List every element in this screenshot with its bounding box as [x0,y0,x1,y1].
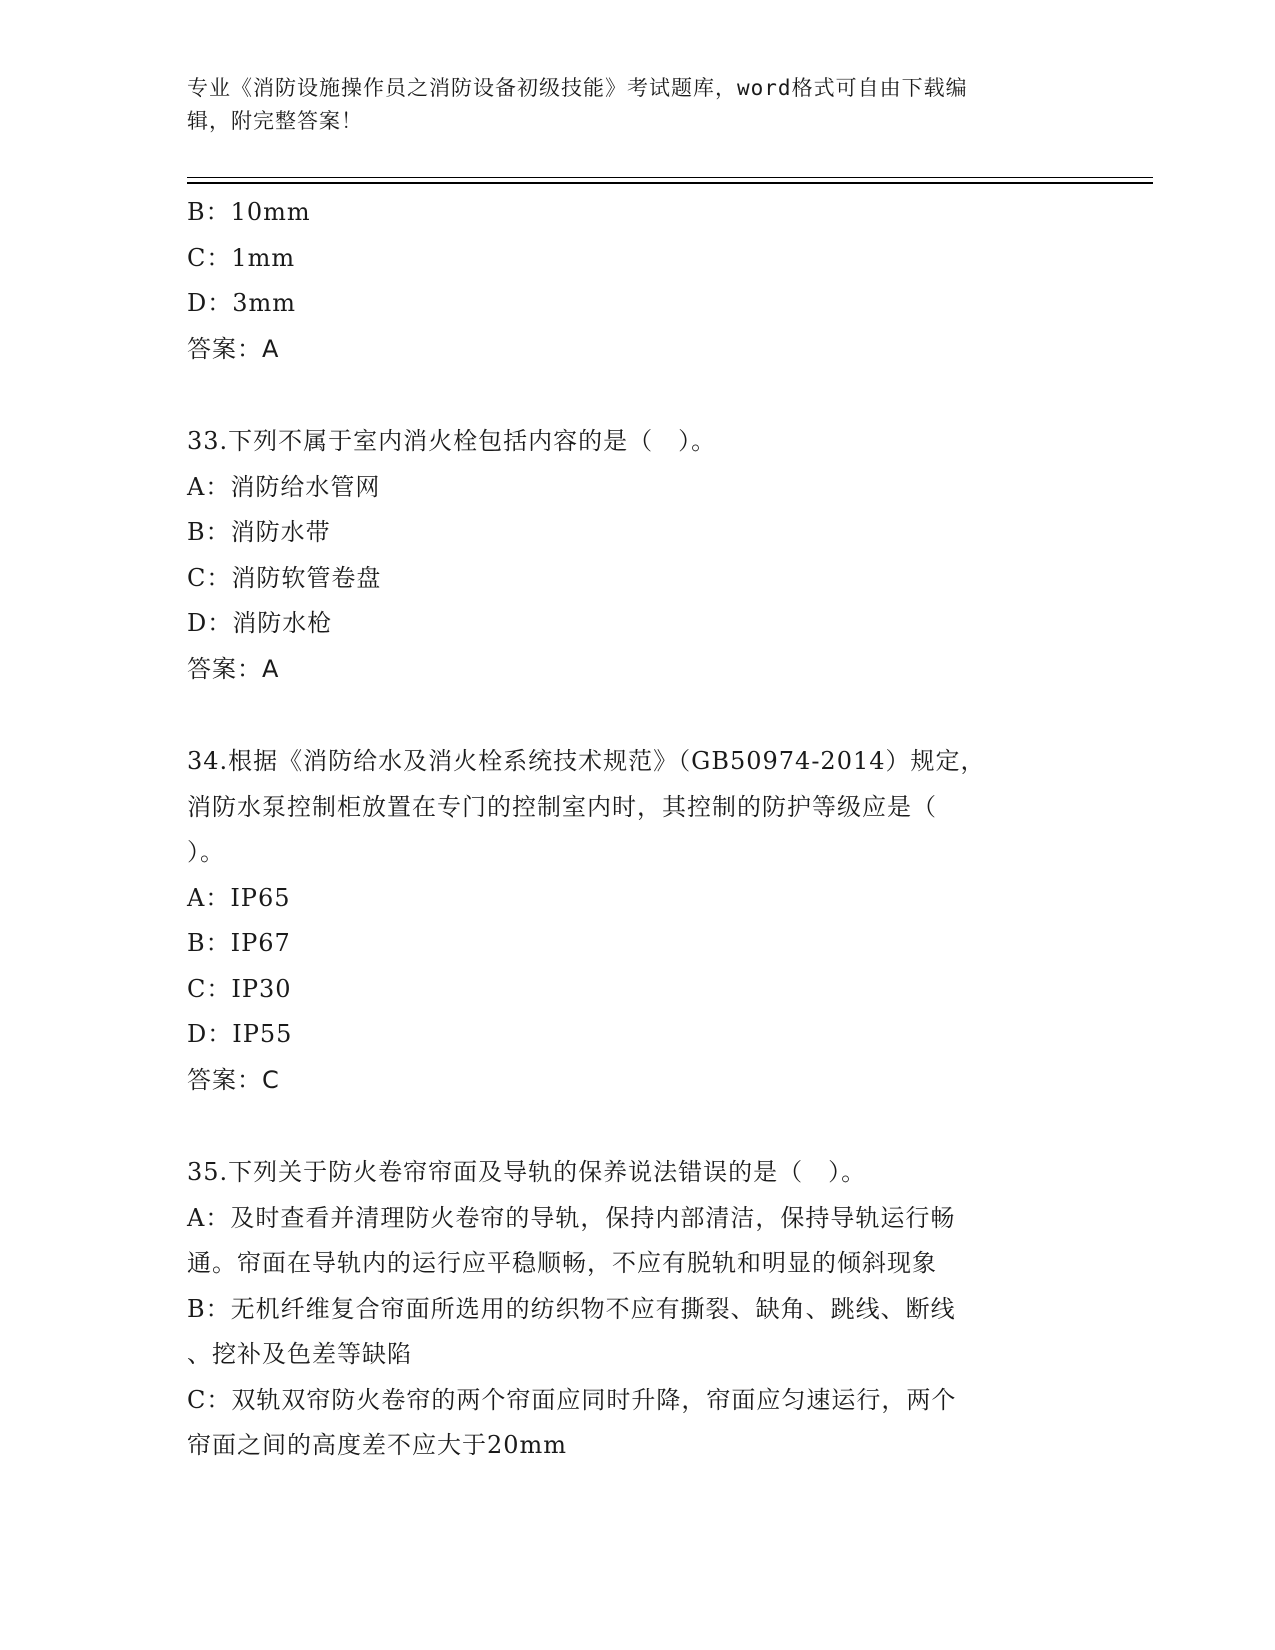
option-b-line-2: 、挖补及色差等缺陷 [187,1340,412,1368]
option-d: D：3mm [187,289,297,317]
option-c: C：1mm [187,243,296,272]
option-b: B：IP67 [187,929,291,957]
option-a: A：IP65 [187,883,291,912]
option-c: C：消防软管卷盘 [187,563,382,592]
header-divider-thick [187,182,1153,184]
answer-label: 答案：A [187,334,280,363]
header-line-2: 辑，附完整答案！ [187,109,363,133]
question-33 [187,419,1087,692]
question-content [187,190,1087,1469]
question-text: 35.下列关于防火卷帘帘面及导轨的保养说法错误的是（ ）。 [187,1158,867,1186]
question-32-tail [187,190,1087,372]
question-text: 33.下列不属于室内消火栓包括内容的是（ ）。 [187,427,717,455]
option-a-line-1: A：及时查看并清理防火卷帘的导轨，保持内部清洁，保持导轨运行畅 [187,1203,956,1232]
option-c-line-2: 帘面之间的高度差不应大于20mm [187,1431,568,1459]
option-d: D：消防水枪 [187,609,333,637]
option-a: A：消防给水管网 [187,472,381,501]
option-b: B：消防水带 [187,518,331,546]
answer-label: 答案：C [187,1065,280,1094]
spacer [187,1103,1087,1150]
option-a-line-2: 通。帘面在导轨内的运行应平稳顺畅，不应有脱轨和明显的倾斜现象 [187,1249,937,1277]
option-b-line-1: B：无机纤维复合帘面所选用的纺织物不应有撕裂、缺角、跳线、断线 [187,1294,956,1323]
option-c-line-1: C：双轨双帘防火卷帘的两个帘面应同时升降，帘面应匀速运行，两个 [187,1385,957,1414]
spacer [187,692,1087,739]
option-b: B：10mm [187,198,311,226]
question-34 [187,739,1087,1103]
header-line-1: 专业《消防设施操作员之消防设备初级技能》考试题库，word格式可自由下载编 [187,76,968,100]
answer-label: 答案：A [187,654,280,683]
header-divider-thin [187,177,1153,178]
question-35 [187,1150,1087,1469]
option-d: D：IP55 [187,1020,293,1048]
question-text-line-1: 34.根据《消防给水及消火栓系统技术规范》（GB50974-2014）规定， [187,747,986,775]
question-text-line-3: ）。 [187,838,225,866]
option-c: C：IP30 [187,974,292,1003]
spacer [187,372,1087,419]
question-text-line-2: 消防水泵控制柜放置在专门的控制室内时，其控制的防护等级应是（ [187,792,937,821]
page-header [187,72,1087,138]
